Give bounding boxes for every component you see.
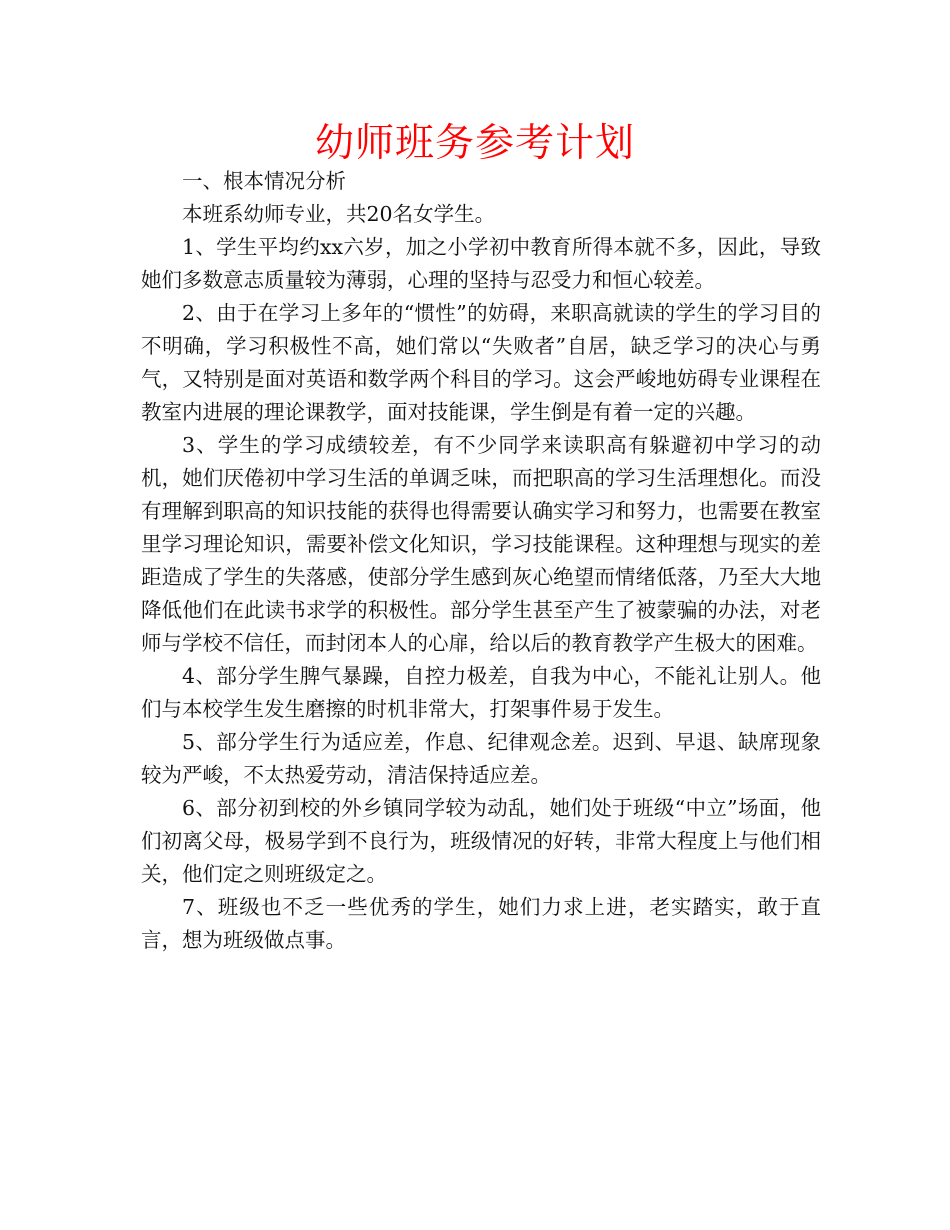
document-body [141, 165, 821, 957]
paragraph: 3、学生的学习成绩较差，有不少同学来读职高有躲避初中学习的动机，她们厌倦初中学习生活的单调乏味，而把职高的学习生活理想化。而没有理解到职高的知识技能的获得也得需要认确实学习和努力，也需要在教室里学习理论知识，需要补偿文化知识，学习技能课程。这种理想与现实的差距造成了学生的失落感，使部分学生感到灰心绝望而情绪低落，乃至大大地降低他们在此读书求学的积极性。部分学生甚至产生了被蒙骗的办法，对老师与学校不信任，而封闭本人的心扉，给以后的教育教学产生极大的困难。 [141, 433, 821, 655]
section-heading: 一、根本情况分析 [182, 169, 346, 193]
document-title: 幼师班务参考计划 [314, 121, 635, 166]
paragraph: 1、学生平均约xx六岁，加之小学初中教育所得本就不多，因此，导致她们多数意志质量较为薄弱，心理的坚持与忍受力和恒心较差。 [141, 235, 821, 292]
paragraph: 6、部分初到校的外乡镇同学较为动乱，她们处于班级“中立”场面，他们初离父母，极易学到不良行为，班级情况的好转，非常大程度上与他们相关，他们定之则班级定之。 [141, 796, 821, 886]
paragraph: 2、由于在学习上多年的“惯性”的妨碍，来职高就读的学生的学习目的不明确，学习积极性不高，她们常以“失败者”自居，缺乏学习的决心与勇气，又特别是面对英语和数学两个科目的学习。这会严峻地妨碍专业课程在教室内进展的理论课教学，面对技能课，学生倒是有着一定的兴趣。 [141, 301, 821, 424]
paragraph: 5、部分学生行为适应差，作息、纪律观念差。迟到、早退、缺席现象较为严峻，不太热爱劳动，清洁保持适应差。 [141, 730, 821, 787]
paragraph: 本班系幼师专业，共20名女学生。 [182, 202, 496, 226]
paragraph: 7、班级也不乏一些优秀的学生，她们力求上进，老实踏实，敢于直言，想为班级做点事。 [141, 895, 821, 952]
paragraph: 4、部分学生脾气暴躁，自控力极差，自我为中心，不能礼让别人。他们与本校学生发生磨擦的时机非常大，打架事件易于发生。 [141, 664, 821, 721]
